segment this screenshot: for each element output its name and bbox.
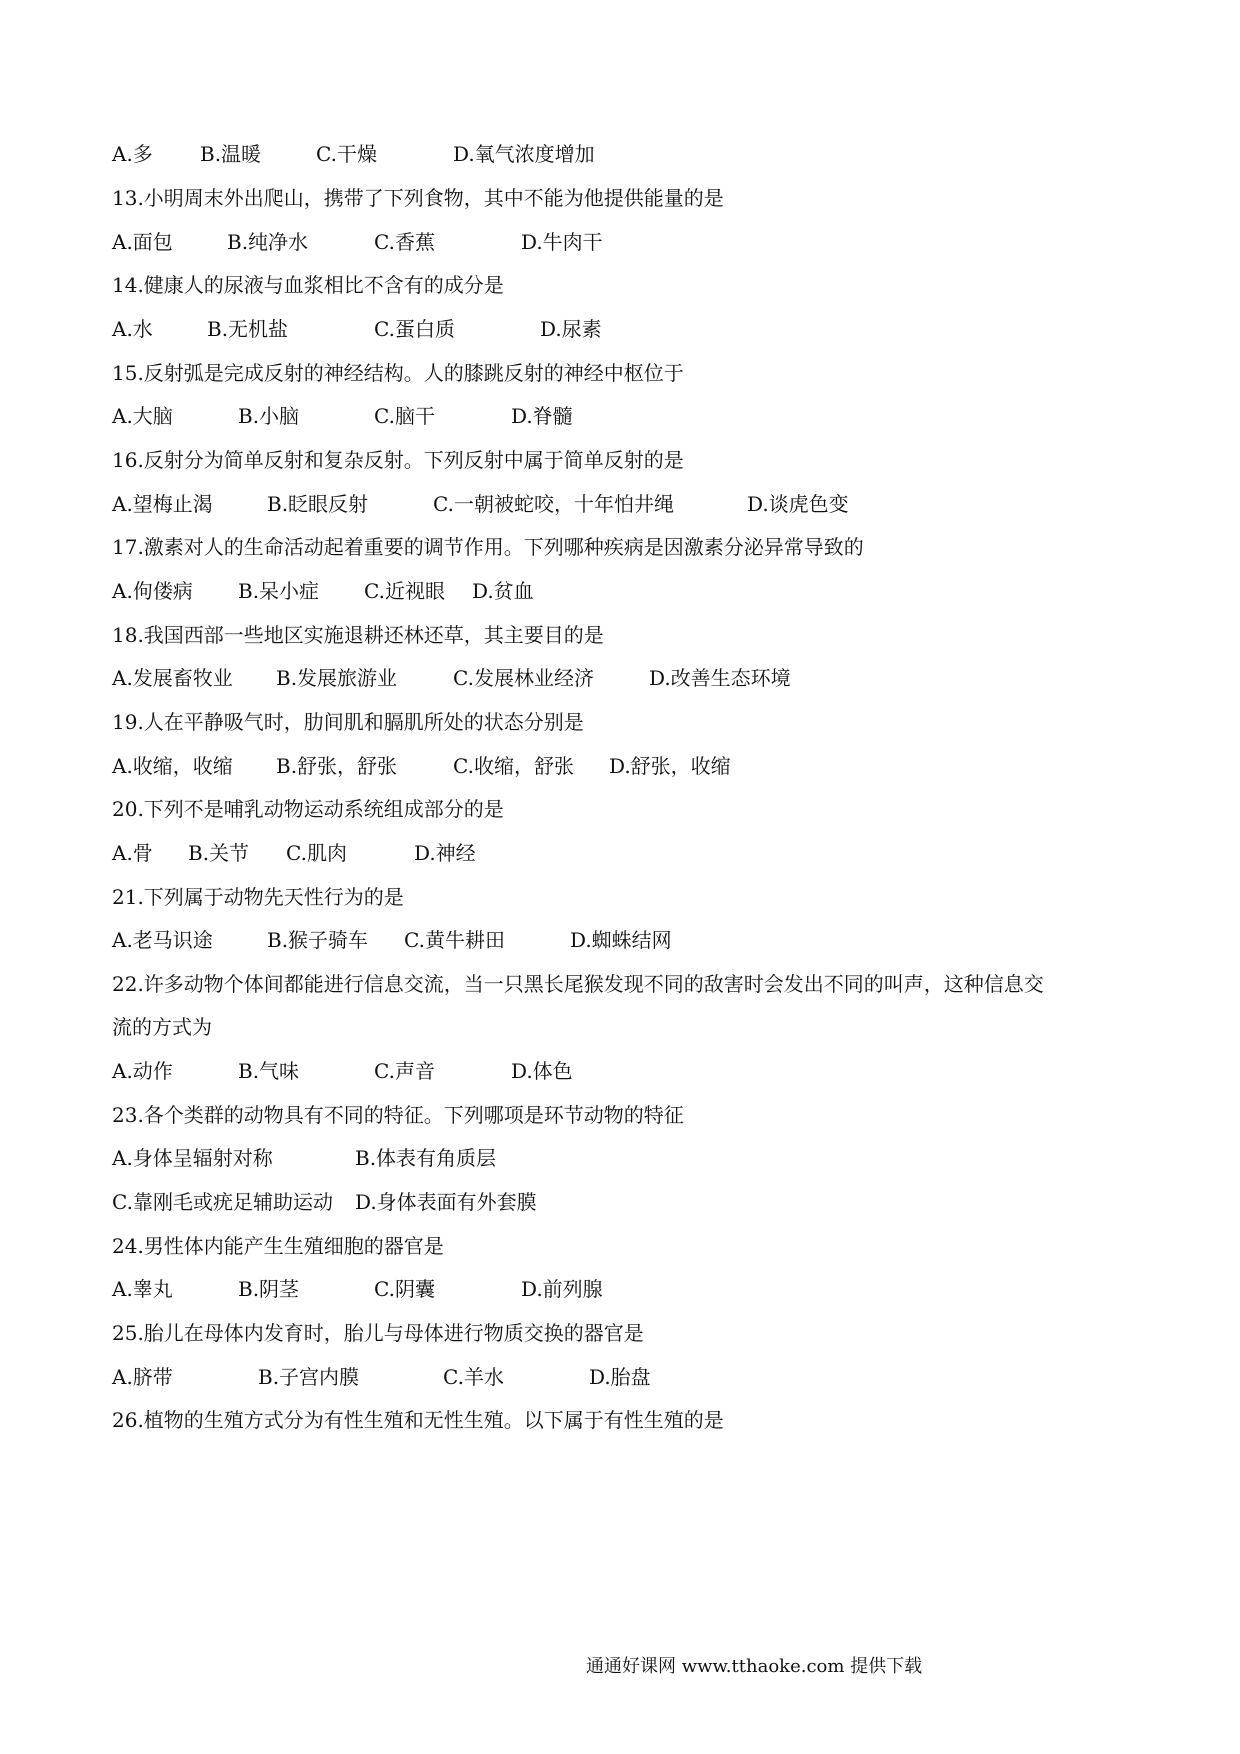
option-a: A.大脑 <box>112 404 173 428</box>
option-b: B.阴茎 <box>238 1277 300 1301</box>
option-c: C.声音 <box>374 1059 435 1083</box>
option-a: A.望梅止渴 <box>112 492 213 516</box>
option-c: C.羊水 <box>443 1365 504 1389</box>
option-a: A.发展畜牧业 <box>112 666 233 690</box>
option-d: D.胎盘 <box>589 1365 651 1389</box>
question-text: 15.反射弧是完成反射的神经结构。人的膝跳反射的神经中枢位于 <box>112 361 684 385</box>
option-b: B.眨眼反射 <box>267 492 369 516</box>
question-text: 24.男性体内能产生生殖细胞的器官是 <box>112 1234 444 1258</box>
option-b: B.小脑 <box>238 404 300 428</box>
option-a: A.收缩，收缩 <box>112 754 233 778</box>
footer-text: 通通好课网 www.tthaoke.com 提供下载 <box>586 1656 923 1677</box>
option-b: B.关节 <box>188 841 250 865</box>
option-a: A.动作 <box>112 1059 173 1083</box>
option-a: A.睾丸 <box>112 1277 173 1301</box>
option-d: D.尿素 <box>540 317 602 341</box>
question-text: 26.植物的生殖方式分为有性生殖和无性生殖。以下属于有性生殖的是 <box>112 1408 724 1432</box>
option-a: C.靠刚毛或疣足辅助运动 <box>112 1190 333 1214</box>
question-text: 18.我国西部一些地区实施退耕还林还草，其主要目的是 <box>112 623 604 647</box>
option-b: B.无机盐 <box>207 317 289 341</box>
option-c: C.近视眼 <box>364 579 445 603</box>
option-c: C.香蕉 <box>374 230 435 254</box>
option-d: D.蜘蛛结网 <box>570 928 672 952</box>
option-b: B.舒张，舒张 <box>276 754 398 778</box>
option-b: B.猴子骑车 <box>267 928 369 952</box>
option-d: D.改善生态环境 <box>649 666 791 690</box>
option-d: D.贫血 <box>472 579 534 603</box>
option-d: D.氧气浓度增加 <box>453 142 595 166</box>
option-c: C.脑干 <box>374 404 435 428</box>
option-b: D.身体表面有外套膜 <box>355 1190 537 1214</box>
question-text: 23.各个类群的动物具有不同的特征。下列哪项是环节动物的特征 <box>112 1103 684 1127</box>
option-a: A.水 <box>112 317 153 341</box>
question-text: 17.激素对人的生命活动起着重要的调节作用。下列哪种疾病是因激素分泌异常导致的 <box>112 535 864 559</box>
option-c: C.黄牛耕田 <box>404 928 505 952</box>
option-d: D.舒张，收缩 <box>609 754 731 778</box>
option-d: D.谈虎色变 <box>747 492 849 516</box>
option-a: A.骨 <box>112 841 153 865</box>
option-a: A.身体呈辐射对称 <box>112 1146 273 1170</box>
option-b: B.体表有角质层 <box>355 1146 497 1170</box>
question-text: 19.人在平静吸气时，肋间肌和膈肌所处的状态分别是 <box>112 710 584 734</box>
option-a: A.多 <box>112 142 153 166</box>
option-d: D.牛肉干 <box>521 230 603 254</box>
question-text: 13.小明周末外出爬山，携带了下列食物，其中不能为他提供能量的是 <box>112 186 724 210</box>
option-c: C.蛋白质 <box>374 317 455 341</box>
option-a: A.佝偻病 <box>112 579 193 603</box>
option-c: C.收缩，舒张 <box>453 754 574 778</box>
question-text: 20.下列不是哺乳动物运动系统组成部分的是 <box>112 797 504 821</box>
option-d: D.体色 <box>511 1059 573 1083</box>
option-b: B.气味 <box>238 1059 300 1083</box>
option-b: B.发展旅游业 <box>276 666 398 690</box>
question-text: 22.许多动物个体间都能进行信息交流，当一只黑长尾猴发现不同的敌害时会发出不同的叫声，这种信息交 <box>112 972 1044 996</box>
question-text: 流的方式为 <box>112 1015 212 1039</box>
option-b: B.子宫内膜 <box>258 1365 360 1389</box>
question-text: 25.胎儿在母体内发育时，胎儿与母体进行物质交换的器官是 <box>112 1321 644 1345</box>
question-text: 14.健康人的尿液与血浆相比不含有的成分是 <box>112 273 504 297</box>
option-c: C.肌肉 <box>286 841 347 865</box>
question-text: 21.下列属于动物先天性行为的是 <box>112 885 404 909</box>
option-d: D.神经 <box>414 841 476 865</box>
question-text: 16.反射分为简单反射和复杂反射。下列反射中属于简单反射的是 <box>112 448 684 472</box>
option-a: A.面包 <box>112 230 173 254</box>
option-d: D.前列腺 <box>521 1277 603 1301</box>
option-b: B.呆小症 <box>238 579 320 603</box>
option-b: B.纯净水 <box>227 230 309 254</box>
option-d: D.脊髓 <box>511 404 573 428</box>
option-a: A.老马识途 <box>112 928 213 952</box>
option-b: B.温暖 <box>200 142 262 166</box>
option-c: C.干燥 <box>316 142 377 166</box>
option-a: A.脐带 <box>112 1365 173 1389</box>
option-c: C.发展林业经济 <box>453 666 594 690</box>
option-c: C.一朝被蛇咬，十年怕井绳 <box>433 492 674 516</box>
option-c: C.阴囊 <box>374 1277 435 1301</box>
